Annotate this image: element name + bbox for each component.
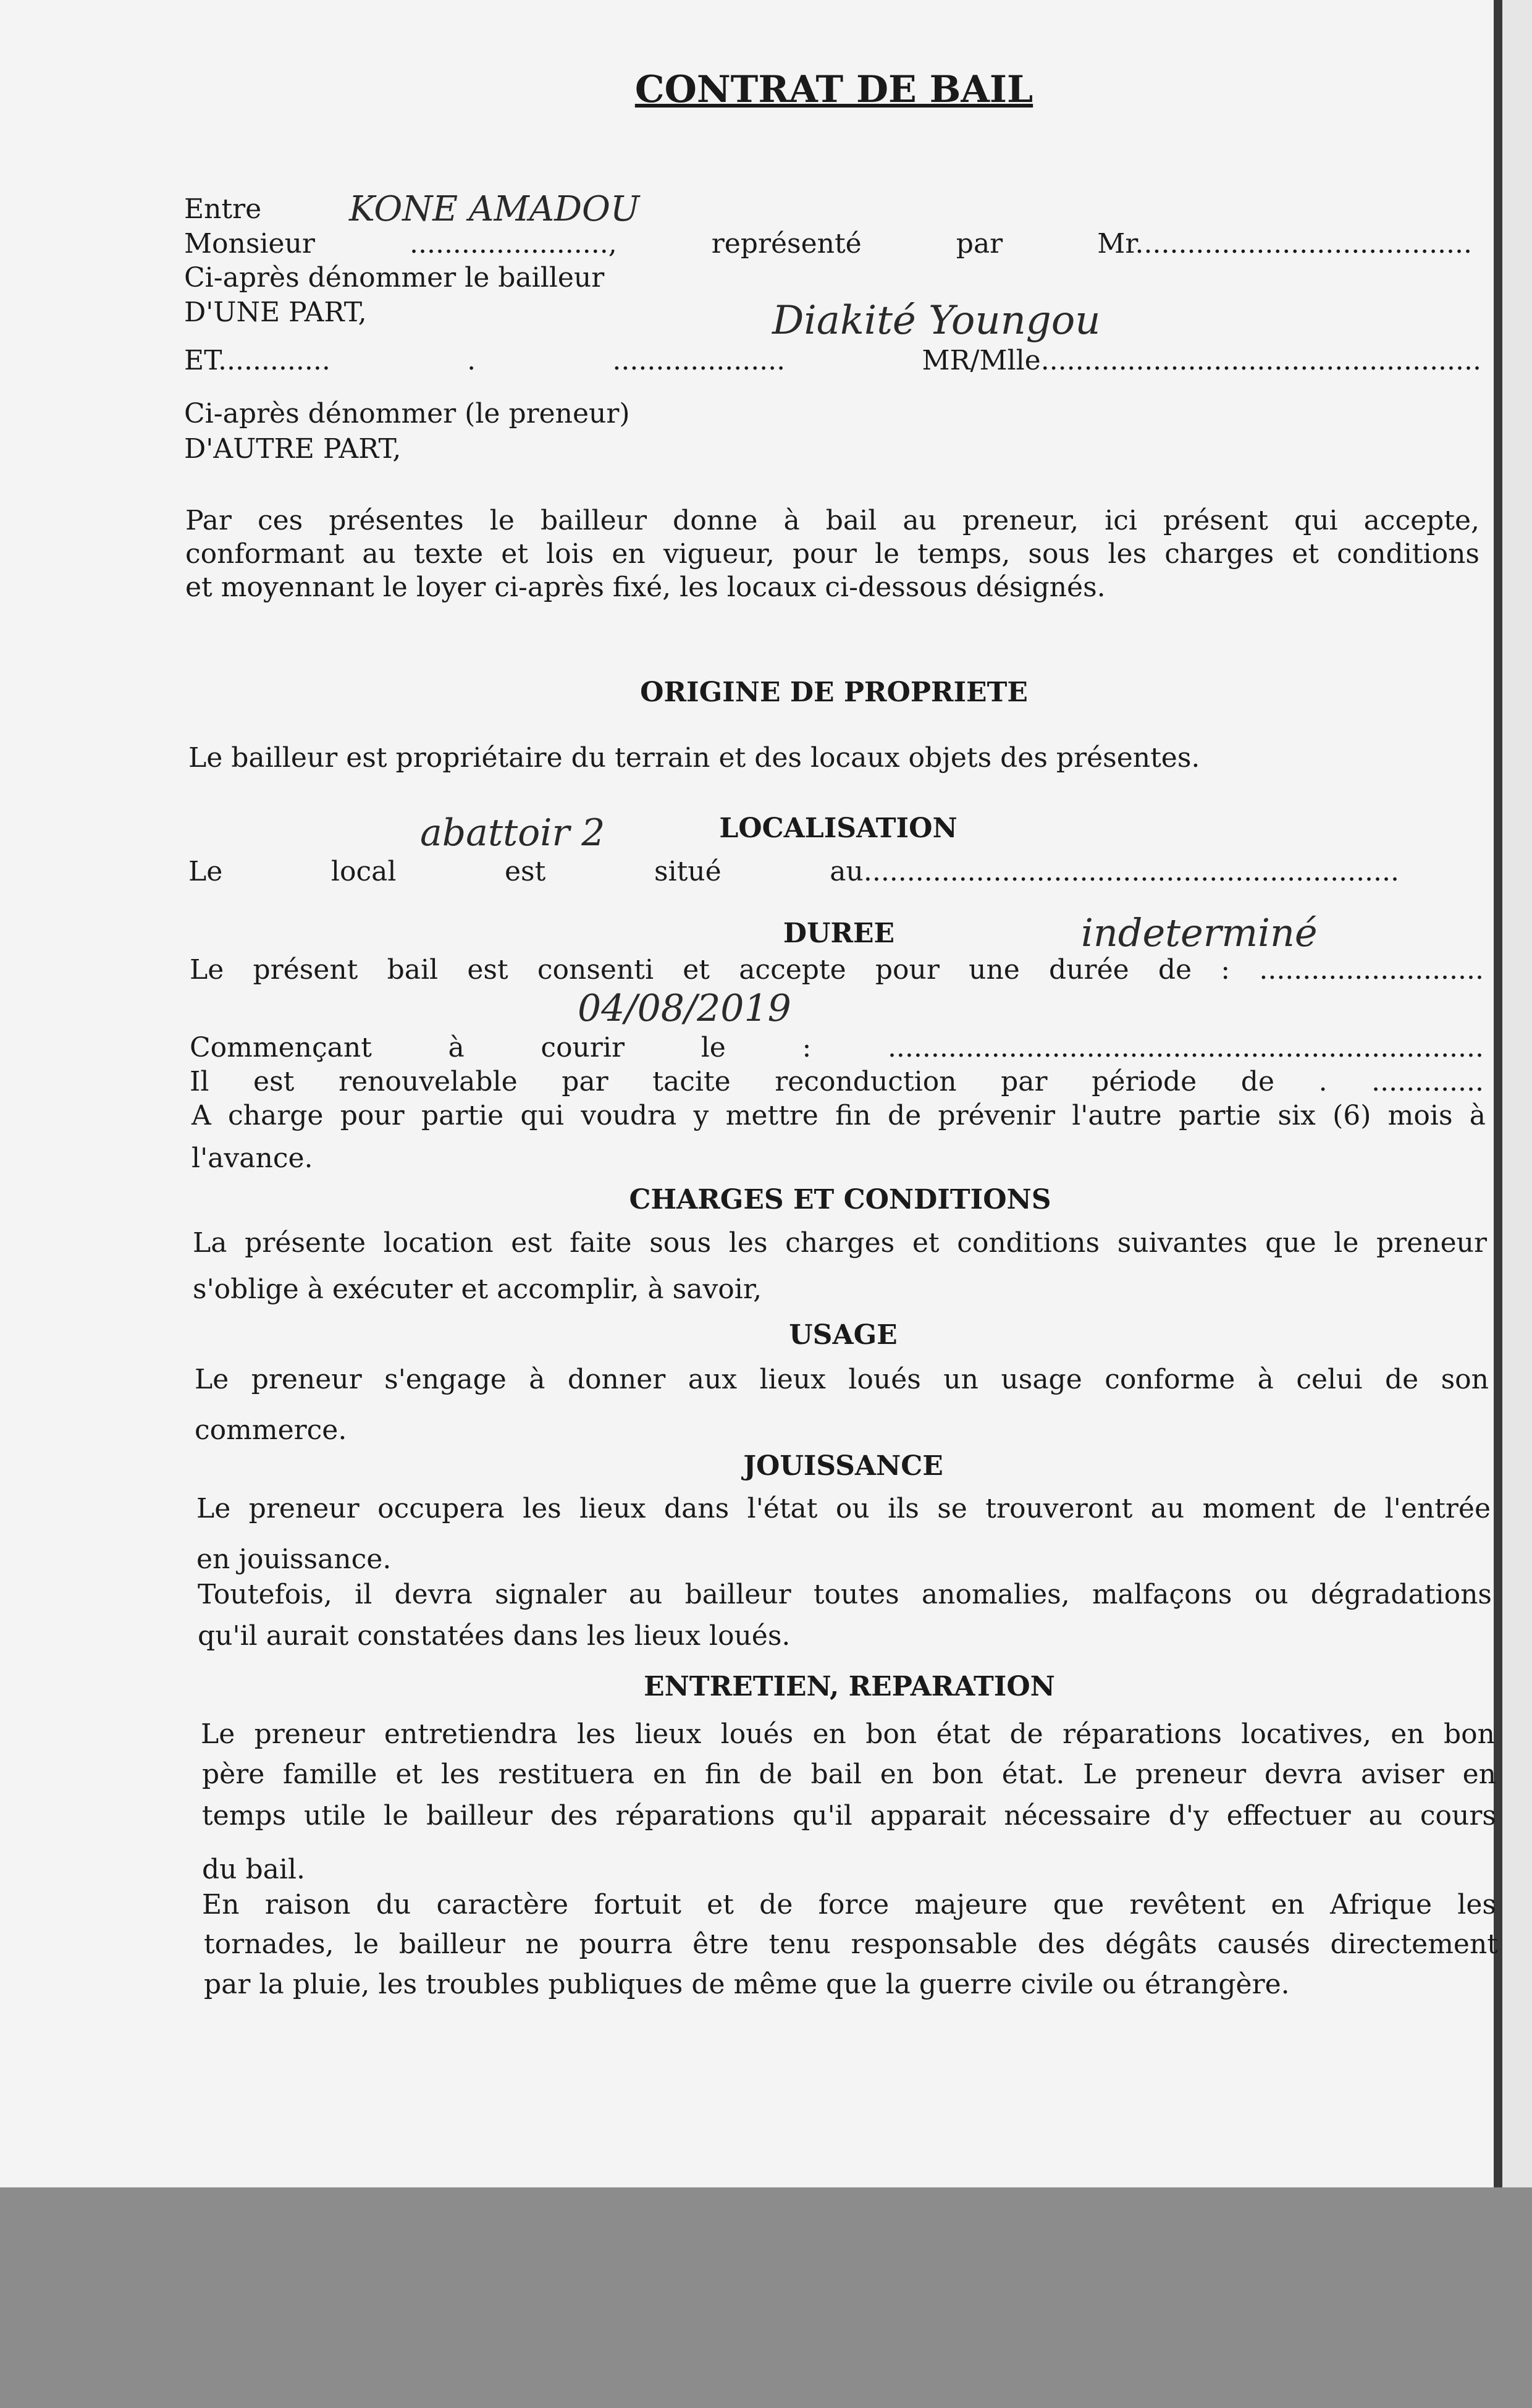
- document-title: CONTRAT DE BAIL: [634, 68, 1033, 111]
- entretien-line: père famille et les restituera en fin de bail en bon état. Le preneur devra aviser en: [202, 1759, 1496, 1790]
- section-heading-charges: CHARGES ET CONDITIONS: [629, 1184, 1051, 1215]
- jouissance-line: en jouissance.: [196, 1544, 392, 1575]
- handwritten-duration: indeterminé: [1081, 910, 1318, 955]
- entretien-line: du bail.: [202, 1854, 306, 1885]
- usage-line: Le preneur s'engage à donner aux lieux loués un usage conforme à celui de son: [195, 1364, 1489, 1395]
- duree-line: Il est renouvelable par tacite reconduction par période de . .............: [190, 1066, 1484, 1097]
- scan-margin: [1502, 0, 1532, 2187]
- section-heading-localisation: LOCALISATION: [719, 813, 958, 844]
- une-part-label: D'UNE PART,: [184, 297, 367, 328]
- entre-label: Entre: [184, 193, 262, 225]
- entretien-line: temps utile le bailleur des réparations qu'il apparait nécessaire d'y effectuer au cours: [202, 1800, 1496, 1831]
- charges-line: La présente location est faite sous les charges et conditions suivantes que le preneur: [193, 1227, 1487, 1259]
- bailleur-label: Ci-après dénommer le bailleur: [184, 262, 605, 294]
- jouissance-line: Le preneur occupera les lieux dans l'état ou ils se trouveront au moment de l'entrée: [196, 1493, 1491, 1524]
- handwritten-start-date: 04/08/2019: [578, 987, 791, 1030]
- monsieur-line: Monsieur ......................., représenté par Mr.......................................: [184, 228, 1472, 260]
- handwritten-preneur-name: Diakité Youngou: [772, 298, 1101, 344]
- usage-line: commerce.: [195, 1414, 347, 1446]
- et-line: ET............. . .................... MR/Mlle...................................................: [184, 345, 1481, 376]
- section-heading-duree: DUREE: [783, 918, 895, 949]
- scan-edge: [1494, 0, 1502, 2187]
- charges-line: s'oblige à exécuter et accomplir, à savoir,: [193, 1274, 762, 1305]
- preneur-label: Ci-après dénommer (le preneur): [184, 398, 630, 429]
- jouissance-line: Toutefois, il devra signaler au bailleur toutes anomalies, malfaçons ou dégradations: [198, 1579, 1492, 1610]
- entretien-line: tornades, le bailleur ne pourra être tenu responsable des dégâts causés directement: [204, 1929, 1498, 1960]
- handwritten-bailleur-name: KONE AMADOU: [349, 189, 640, 229]
- origine-text: Le bailleur est propriétaire du terrain et des locaux objets des présentes.: [188, 742, 1200, 774]
- entretien-line: par la pluie, les troubles publiques de même que la guerre civile ou étrangère.: [204, 1969, 1290, 2000]
- handwritten-location: abattoir 2: [420, 811, 605, 855]
- entretien-line: Le preneur entretiendra les lieux loués en bon état de réparations locatives, en bon: [201, 1718, 1495, 1750]
- duree-line: A charge pour partie qui voudra y mettre fin de prévenir l'autre partie six (6) mois à: [192, 1100, 1486, 1131]
- section-heading-entretien: ENTRETIEN, REPARATION: [644, 1671, 1055, 1702]
- entretien-line: En raison du caractère fortuit et de force majeure que revêtent en Afrique les: [202, 1889, 1496, 1920]
- section-heading-usage: USAGE: [789, 1319, 898, 1351]
- duree-line: Le présent bail est consenti et accepte pour une durée de : ..........................: [190, 954, 1484, 986]
- localisation-text: Le local est situé au..............................................................: [188, 856, 1399, 887]
- intro-line: et moyennant le loyer ci-après fixé, les locaux ci-dessous désignés.: [185, 572, 1106, 603]
- duree-line: l'avance.: [192, 1143, 313, 1174]
- intro-line: conformant au texte et lois en vigueur, pour le temps, sous les charges et conditions: [185, 538, 1479, 570]
- autre-part-label: D'AUTRE PART,: [184, 433, 402, 465]
- section-heading-jouissance: JOUISSANCE: [743, 1450, 943, 1482]
- duree-line: Commençant à courir le : .....................................................................: [190, 1032, 1484, 1063]
- jouissance-line: qu'il aurait constatées dans les lieux loués.: [198, 1620, 791, 1652]
- section-heading-origine: ORIGINE DE PROPRIETE: [640, 677, 1028, 708]
- intro-line: Par ces présentes le bailleur donne à bail au preneur, ici présent qui accepte,: [185, 505, 1479, 536]
